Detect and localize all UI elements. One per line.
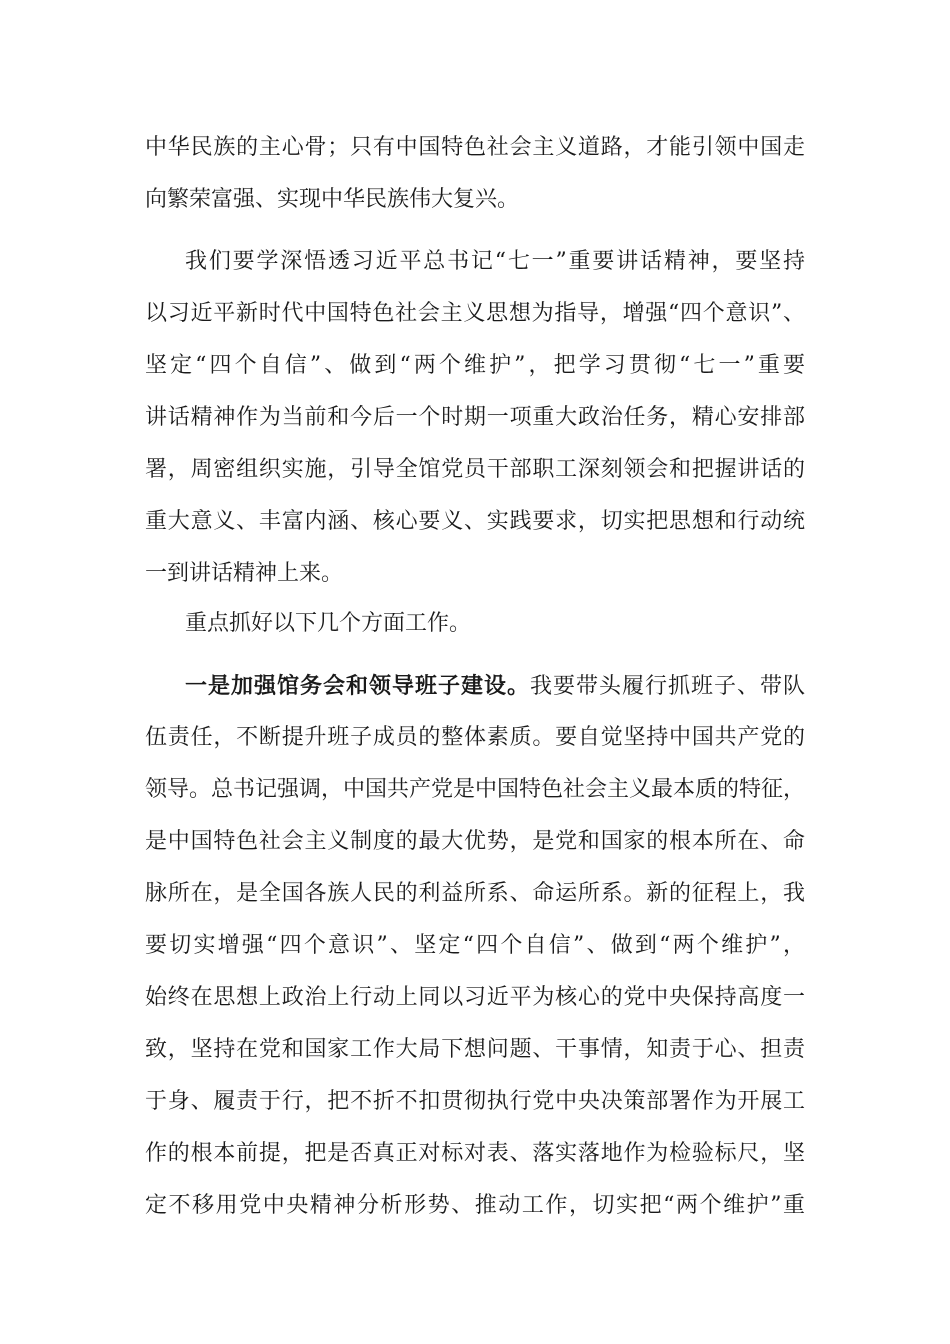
paragraph-first-line <box>145 660 805 712</box>
paragraph-line: 始终在思想上政治上行动上同以习近平为核心的党中央保持高度一 <box>145 985 805 1010</box>
paragraph-line: 伍责任，不断提升班子成员的整体素质。要自觉坚持中国共产党的 <box>145 725 805 750</box>
paragraph-3 <box>145 598 805 650</box>
paragraph-text: 我要带头履行抓班子、带队 <box>529 674 805 699</box>
paragraph-line: 重大意义、丰富内涵、核心要义、实践要求，切实把思想和行动统 <box>145 509 805 534</box>
paragraph-line: 作的根本前提，把是否真正对标对表、落实落地作为检验标尺，坚 <box>145 1141 805 1166</box>
paragraph-line: 领导。总书记强调，中国共产党是中国特色社会主义最本质的特征， <box>145 777 806 802</box>
paragraph-line: 要切实增强“四个意识”、坚定“四个自信”、做到“两个维护”， <box>145 933 805 958</box>
paragraph-2 <box>145 236 805 600</box>
paragraph-line: 署，周密组织实施，引导全馆党员干部职工深刻领会和把握讲话的 <box>145 457 805 482</box>
paragraph-line: 我们要学深悟透习近平总书记“七一”重要讲话精神，要坚持 <box>185 249 805 274</box>
paragraph-line: 是中国特色社会主义制度的最大优势，是党和国家的根本所在、命 <box>145 829 805 854</box>
paragraph-line: 脉所在，是全国各族人民的利益所系、命运所系。新的征程上，我 <box>145 881 805 906</box>
paragraph-line: 中华民族的主心骨；只有中国特色社会主义道路，才能引领中国走 <box>145 135 805 160</box>
paragraph-line: 于身、履责于行，把不折不扣贯彻执行党中央决策部署作为开展工 <box>145 1089 805 1114</box>
paragraph-4 <box>145 660 805 1232</box>
section-heading: 一是加强馆务会和领导班子建设。 <box>185 673 530 699</box>
paragraph-line: 致，坚持在党和国家工作大局下想问题、干事情，知责于心、担责 <box>145 1037 805 1062</box>
paragraph-1 <box>145 122 805 226</box>
paragraph-line: 一到讲话精神上来。 <box>145 561 344 586</box>
paragraph-line: 重点抓好以下几个方面工作。 <box>185 611 472 636</box>
paragraph-line: 定不移用党中央精神分析形势、推动工作，切实把“两个维护”重 <box>145 1193 805 1218</box>
paragraph-line: 向繁荣富强、实现中华民族伟大复兴。 <box>145 187 520 212</box>
paragraph-line: 坚定“四个自信”、做到“两个维护”，把学习贯彻“七一”重要 <box>145 353 805 378</box>
paragraph-line: 以习近平新时代中国特色社会主义思想为指导，增强“四个意识”、 <box>145 301 805 326</box>
paragraph-line: 讲话精神作为当前和今后一个时期一项重大政治任务，精心安排部 <box>145 405 805 430</box>
